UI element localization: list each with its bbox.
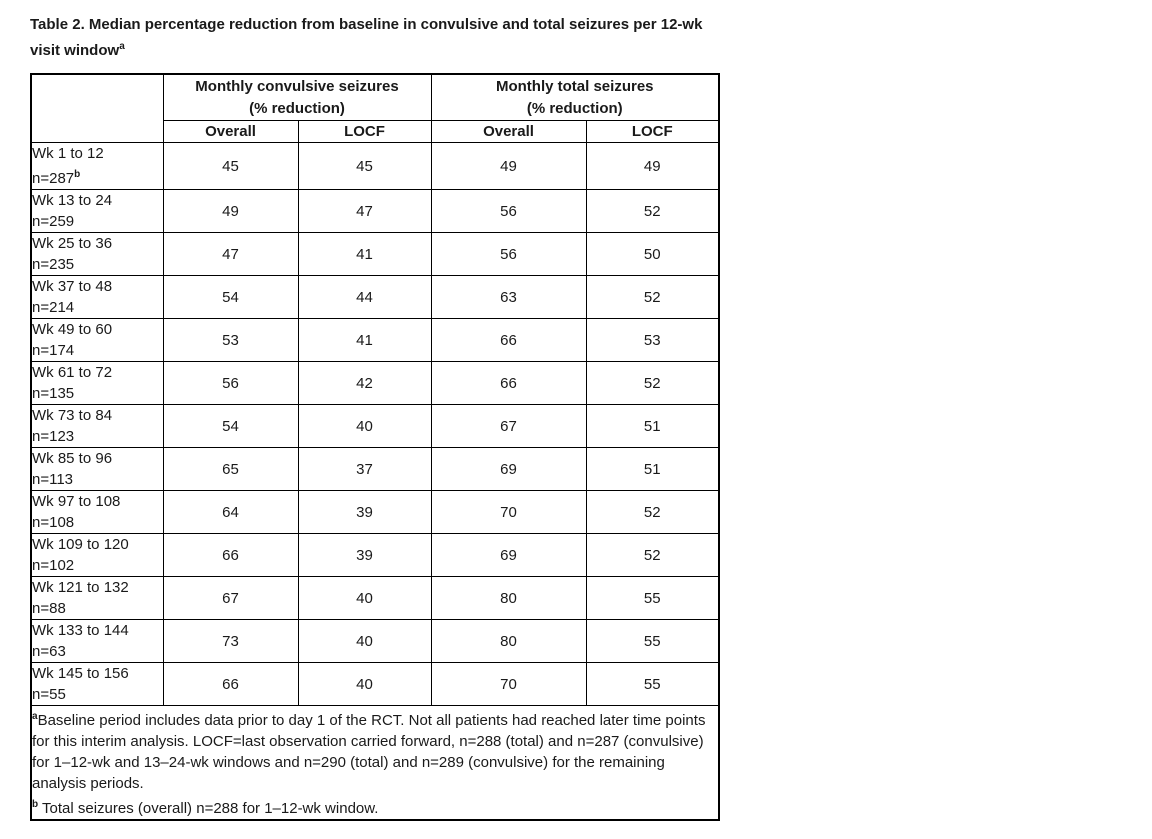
value-cell: 80 (431, 620, 586, 663)
value-cell: 51 (586, 448, 719, 491)
value-cell: 53 (163, 319, 298, 362)
value-cell: 64 (163, 491, 298, 534)
value-cell: 66 (431, 319, 586, 362)
value-cell: 40 (298, 620, 431, 663)
subheader-convulsive-locf: LOCF (298, 121, 431, 143)
value-cell: 44 (298, 276, 431, 319)
table-row (31, 233, 719, 276)
table-row (31, 190, 719, 233)
sample-size: n=55 (32, 686, 66, 703)
value-cell: 52 (586, 190, 719, 233)
visit-window-label (31, 577, 163, 620)
value-cell: 42 (298, 362, 431, 405)
sample-size-footnote-marker: b (74, 169, 81, 180)
table-caption (30, 14, 730, 62)
caption-footnote-marker: a (119, 41, 125, 52)
sample-size: n=235 (32, 256, 75, 273)
sample-size: n=123 (32, 428, 75, 445)
subheader-total-overall: Overall (431, 121, 586, 143)
value-cell: 45 (163, 143, 298, 190)
value-cell: 50 (586, 233, 719, 276)
group-label-line-2: (% reduction) (249, 99, 345, 117)
value-cell: 56 (431, 233, 586, 276)
value-cell: 67 (163, 577, 298, 620)
sample-size: n=108 (32, 514, 75, 531)
sample-size: $n=287^b$ (32, 169, 81, 187)
footnote-a-marker: a (32, 711, 38, 722)
week-range: Wk 85 to 96 (32, 450, 113, 467)
value-cell: 47 (163, 233, 298, 276)
group-label-line-1: Monthly convulsive seizures (195, 77, 399, 95)
sample-size: n=259 (32, 213, 75, 230)
footnote-b-text: Total seizures (overall) n=288 for 1–12-wk window. (38, 800, 379, 817)
value-cell: 52 (586, 276, 719, 319)
value-cell: 55 (586, 620, 719, 663)
corner-cell (31, 74, 163, 143)
value-cell: 55 (586, 663, 719, 706)
visit-window-label (31, 362, 163, 405)
week-range: Wk 61 to 72 (32, 364, 113, 381)
value-cell: 45 (298, 143, 431, 190)
value-cell: 41 (298, 233, 431, 276)
value-cell: 70 (431, 491, 586, 534)
table-row (31, 663, 719, 706)
value-cell: 66 (163, 534, 298, 577)
visit-window-label (31, 534, 163, 577)
value-cell: 51 (586, 405, 719, 448)
value-cell: 65 (163, 448, 298, 491)
value-cell: 40 (298, 663, 431, 706)
column-group-total (431, 74, 719, 121)
sample-size: n=63 (32, 643, 66, 660)
table-row (31, 491, 719, 534)
table-row (31, 620, 719, 663)
sample-size: n=174 (32, 342, 75, 359)
sample-size: n=102 (32, 557, 75, 574)
value-cell: 40 (298, 405, 431, 448)
group-label-line-1: Monthly total seizures (495, 77, 654, 95)
week-range: Wk 97 to 108 (32, 493, 121, 510)
value-cell: 55 (586, 577, 719, 620)
visit-window-label (31, 276, 163, 319)
visit-window-label (31, 448, 163, 491)
value-cell: 41 (298, 319, 431, 362)
value-cell: 47 (298, 190, 431, 233)
caption-line-2: visit window (30, 42, 120, 59)
value-cell: 49 (163, 190, 298, 233)
table-row (31, 362, 719, 405)
week-range: Wk 109 to 120 (32, 536, 129, 553)
week-range: Wk 121 to 132 (32, 579, 129, 596)
week-range: Wk 133 to 144 (32, 622, 129, 639)
value-cell: 39 (298, 491, 431, 534)
visit-window-label (31, 143, 163, 190)
value-cell: 39 (298, 534, 431, 577)
week-range: Wk 49 to 60 (32, 321, 113, 338)
week-range: Wk 13 to 24 (32, 192, 113, 209)
group-header-row (31, 74, 719, 121)
week-range: Wk 145 to 156 (32, 665, 129, 682)
caption-line-1: Table 2. Median percentage reduction from baseline in convulsive and total seizures per 12-wk (30, 16, 703, 33)
value-cell: 63 (431, 276, 586, 319)
value-cell: 56 (163, 362, 298, 405)
footnotes (31, 706, 719, 821)
week-range: Wk 25 to 36 (32, 235, 113, 252)
sample-size: n=113 (32, 471, 74, 488)
value-cell: 54 (163, 405, 298, 448)
table-row (31, 577, 719, 620)
subheader-convulsive-overall: Overall (163, 121, 298, 143)
value-cell: 69 (431, 534, 586, 577)
column-group-convulsive (163, 74, 431, 121)
table-row (31, 534, 719, 577)
value-cell: 70 (431, 663, 586, 706)
value-cell: 52 (586, 491, 719, 534)
visit-window-label (31, 491, 163, 534)
table-row (31, 405, 719, 448)
visit-window-label (31, 405, 163, 448)
footnote-a (32, 706, 718, 794)
value-cell: 49 (431, 143, 586, 190)
footnote-a-text: Baseline period includes data prior to day 1 of the RCT. Not all patients had reached later time points for this interim analysis. LOCF=last observation carried forward, n=288 (total) and n=287 (convulsive) for 1–12-wk and 13–24-wk windows and n=290 (total) and n=289 (convulsive) for the remaining analysis periods. (32, 712, 706, 792)
value-cell: 73 (163, 620, 298, 663)
table-figure (30, 14, 730, 821)
week-range: Wk 1 to 12 (32, 145, 104, 162)
value-cell: 40 (298, 577, 431, 620)
value-cell: 49 (586, 143, 719, 190)
value-cell: 66 (163, 663, 298, 706)
visit-window-label (31, 620, 163, 663)
sample-size: n=88 (32, 600, 66, 617)
visit-window-label (31, 190, 163, 233)
table-row (31, 143, 719, 190)
value-cell: 80 (431, 577, 586, 620)
value-cell: 53 (586, 319, 719, 362)
visit-window-label (31, 233, 163, 276)
value-cell: 56 (431, 190, 586, 233)
value-cell: 52 (586, 362, 719, 405)
footnote-b-marker: b (32, 799, 39, 810)
table-row (31, 448, 719, 491)
group-label-line-2: (% reduction) (526, 99, 623, 117)
footnote-row (31, 706, 719, 821)
table-row (31, 319, 719, 362)
week-range: Wk 73 to 84 (32, 407, 113, 424)
subheader-total-locf: LOCF (586, 121, 719, 143)
seizure-reduction-table (30, 73, 720, 821)
sample-size: n=214 (32, 299, 75, 316)
value-cell: 37 (298, 448, 431, 491)
table-row (31, 276, 719, 319)
visit-window-label (31, 319, 163, 362)
sample-size: n=135 (32, 385, 75, 402)
value-cell: 67 (431, 405, 586, 448)
value-cell: 54 (163, 276, 298, 319)
visit-window-label (31, 663, 163, 706)
week-range: Wk 37 to 48 (32, 278, 113, 295)
value-cell: 66 (431, 362, 586, 405)
footnote-b (32, 794, 718, 819)
value-cell: 69 (431, 448, 586, 491)
value-cell: 52 (586, 534, 719, 577)
